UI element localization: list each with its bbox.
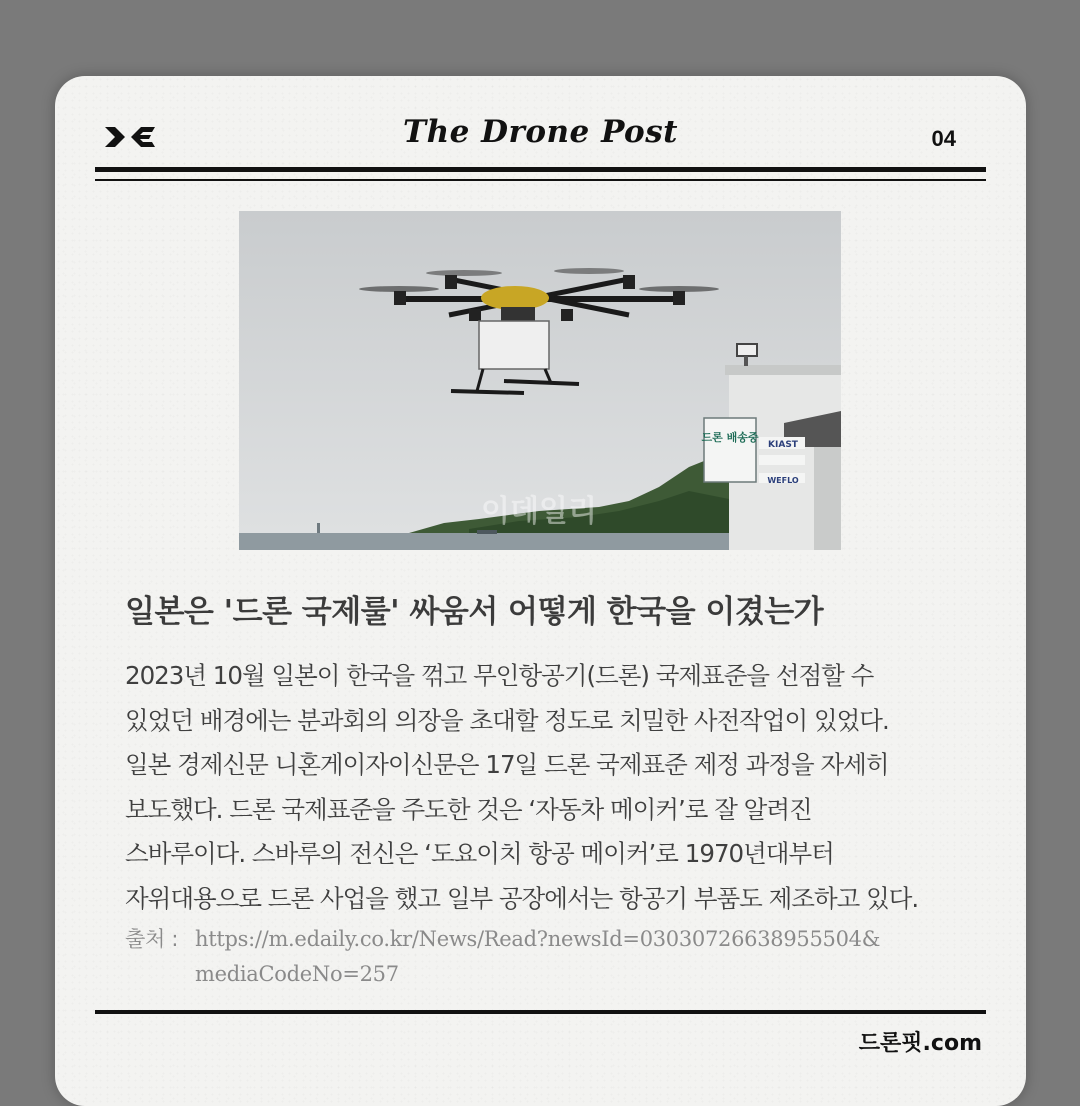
photo-label-kiast: KIAST [768,440,798,450]
source-url-line1[interactable]: https://m.edaily.co.kr/News/Read?newsId=03030726638955504& [195,927,881,951]
header-rule-thin [95,179,986,181]
photo-watermark: 이데일리 [481,494,597,529]
photo-sign-text: 드론 배송중 [701,431,759,444]
photo-label-weflo: WEFLO [767,476,799,485]
article-photo [239,211,841,550]
source-url-line2[interactable]: mediaCodeNo=257 [195,962,399,986]
body-line: 자위대용으로 드론 사업을 했고 일부 공장에서는 항공기 부품도 제조하고 있다. [125,883,919,913]
body-line: 일본 경제신문 니혼게이자이신문은 17일 드론 국제표준 제정 과정을 자세히 [125,750,889,779]
page-number: 04 [931,126,956,151]
site-link[interactable]: 드론핏.com [858,1031,982,1056]
body-line: 2023년 10월 일본이 한국을 꺾고 무인항공기(드론) 국제표준을 선점할 수 [125,661,874,690]
article-source [125,922,975,992]
body-line: 보도했다. 드론 국제표준을 주도한 것은 ‘자동차 메이커’로 잘 알려진 [125,794,812,824]
footer-rule [95,1010,986,1014]
body-line: 스바루이다. 스바루의 전신은 ‘도요이치 항공 메이커’로 1970년대부터 [125,839,834,868]
masthead-title: The Drone Post [403,114,678,150]
article-headline: 일본은 '드론 국제룰' 싸움서 어떻게 한국을 이겼는가 [125,594,824,630]
body-line: 있었던 배경에는 분과회의 의장을 초대할 정도로 치밀한 사전작업이 있었다. [125,705,889,735]
news-card [55,76,1026,1106]
source-label: 출처 : [125,927,179,951]
article-body [125,654,975,921]
header-rule-thick [95,167,986,172]
